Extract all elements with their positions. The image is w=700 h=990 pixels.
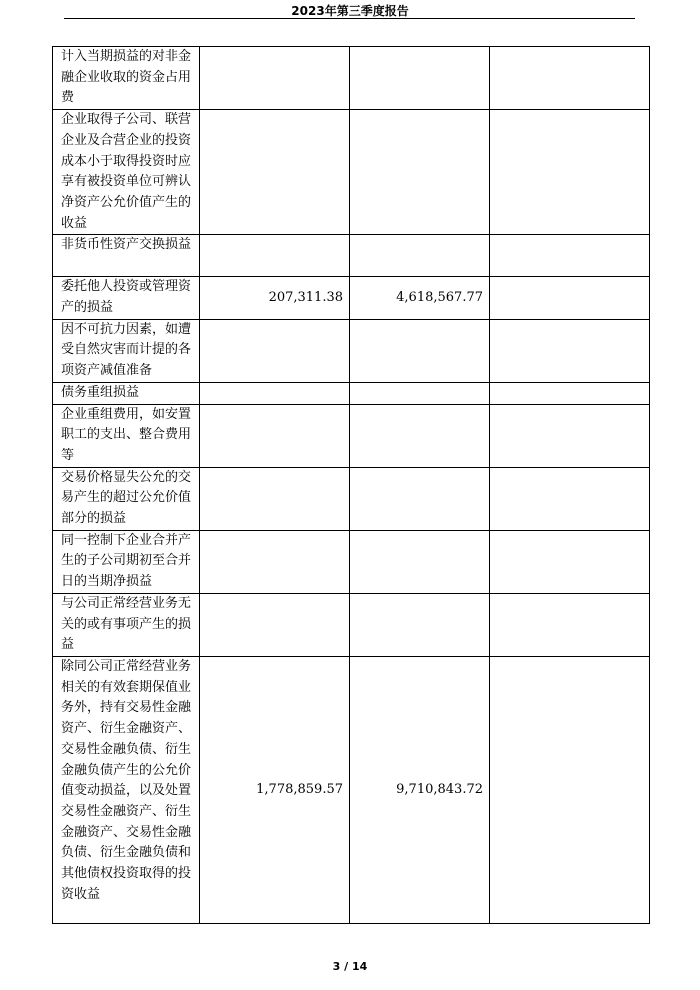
note-cell [490,319,650,382]
note-cell [490,382,650,404]
year-to-date-value [350,530,490,593]
page-number: 3 / 14 [332,960,368,973]
row-label: 非货币性资产交换损益 [53,235,200,277]
current-period-value [200,47,350,110]
table-row [53,277,650,319]
row-label: 交易价格显失公允的交易产生的超过公允价值部分的损益 [53,467,200,530]
note-cell [490,467,650,530]
table-row [53,319,650,382]
year-to-date-value [350,110,490,235]
report-title: 2023年第三季度报告 [291,4,409,18]
header-divider [64,18,635,19]
row-label: 同一控制下企业合并产生的子公司期初至合并日的当期净损益 [53,530,200,593]
table-row [53,47,650,110]
row-label: 计入当期损益的对非金融企业收取的资金占用费 [53,47,200,110]
year-to-date-value [350,319,490,382]
table-row [53,382,650,404]
current-period-value [200,382,350,404]
row-label: 企业重组费用，如安置职工的支出、整合费用等 [53,404,200,467]
note-cell [490,404,650,467]
note-cell [490,235,650,277]
year-to-date-value [350,593,490,656]
current-period-value [200,593,350,656]
non-recurring-items-table [52,46,650,924]
note-cell [490,530,650,593]
table-row [53,404,650,467]
row-label: 企业取得子公司、联营企业及合营企业的投资成本小于取得投资时应享有被投资单位可辨认净资产公允价值产生的收益 [53,110,200,235]
table-row [53,656,650,923]
current-period-value [200,319,350,382]
note-cell [490,277,650,319]
table-row [53,110,650,235]
row-label: 委托他人投资或管理资产的损益 [53,277,200,319]
current-period-value: 1,778,859.57 [200,656,350,923]
row-label: 债务重组损益 [53,382,200,404]
current-period-value [200,110,350,235]
year-to-date-value [350,404,490,467]
current-period-value [200,467,350,530]
year-to-date-value: 4,618,567.77 [350,277,490,319]
note-cell [490,110,650,235]
year-to-date-value [350,235,490,277]
row-label: 与公司正常经营业务无关的或有事项产生的损益 [53,593,200,656]
current-period-value [200,235,350,277]
year-to-date-value [350,382,490,404]
note-cell [490,593,650,656]
note-cell [490,656,650,923]
table-row [53,467,650,530]
year-to-date-value: 9,710,843.72 [350,656,490,923]
table-row [53,235,650,277]
row-label: 因不可抗力因素，如遭受自然灾害而计提的各项资产减值准备 [53,319,200,382]
year-to-date-value [350,467,490,530]
table-row [53,530,650,593]
table-row [53,593,650,656]
current-period-value [200,530,350,593]
current-period-value: 207,311.38 [200,277,350,319]
row-label: 除同公司正常经营业务相关的有效套期保值业务外，持有交易性金融资产、衍生金融资产、交易性金融负债、衍生金融负债产生的公允价值变动损益，以及处置交易性金融资产、衍生金融资产、交易性金融负债、衍生金融负债和其他债权投资取得的投资收益 [53,656,200,923]
year-to-date-value [350,47,490,110]
current-period-value [200,404,350,467]
note-cell [490,47,650,110]
